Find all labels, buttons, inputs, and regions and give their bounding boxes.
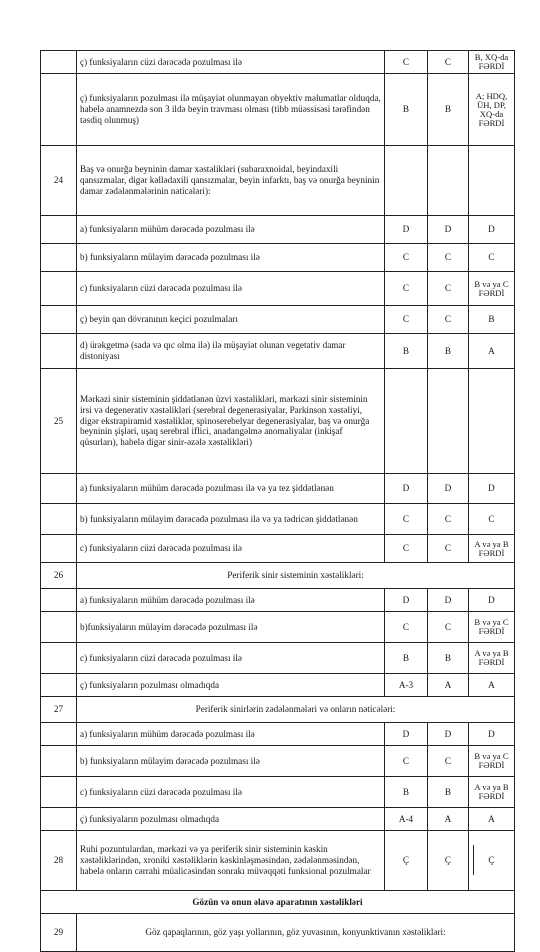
row-number <box>41 334 77 369</box>
condition-description: a) funksiyaların mühüm dərəcədə pozulması ilə <box>77 216 385 244</box>
category-c-line: C <box>488 252 495 263</box>
table-row <box>41 891 515 914</box>
condition-description: ç) funksiyaların pozulması ilə müşayiət olunmayan obyektiv məlumatlar olduqda, habelə anamnezdə son 3 ildə beyin travması olması (tibb müəssisəsi tərəfindən təsdiq olunmuş) <box>77 74 385 146</box>
table-row <box>41 369 515 474</box>
table-body <box>41 51 515 952</box>
category-a-cell: C <box>385 306 428 334</box>
condition-description: b)funksiyaların mülayim dərəcədə pozulması ilə <box>77 612 385 643</box>
category-a-cell: C <box>385 746 428 777</box>
row-number <box>41 474 77 504</box>
category-b-cell: C <box>428 51 469 74</box>
table-row <box>41 51 515 74</box>
category-a-cell: A-3 <box>385 674 428 697</box>
row-number <box>41 216 77 244</box>
category-a-cell: B <box>385 334 428 369</box>
category-c-cell <box>469 831 515 891</box>
condition-description: Ruhi pozuntulardan, mərkəzi və ya periferik sinir sisteminin kəskin xəstəliklərindən, xroniki xəstəliklərin kəskinləşməsindən, zədələnməsindən, habelə onların cərrahi müalicəsindən sonrakı müvəqqəti funksional pozulmalar <box>77 831 385 891</box>
row-number <box>41 674 77 697</box>
condition-description: ç) funksiyaların pozulması olmadıqda <box>77 674 385 697</box>
category-a-cell: D <box>385 723 428 746</box>
table-row <box>41 674 515 697</box>
category-c-cell <box>469 474 515 504</box>
disease-category-table <box>40 50 515 952</box>
category-a-cell <box>385 146 428 216</box>
category-a-cell: C <box>385 272 428 306</box>
category-c-cell <box>469 504 515 535</box>
category-c-cell <box>469 808 515 831</box>
category-b-cell: C <box>428 504 469 535</box>
category-c-line: FƏRDİ <box>478 760 505 771</box>
category-c-cell <box>469 51 515 74</box>
category-c-line: FƏRDİ <box>478 61 505 72</box>
category-b-cell: B <box>428 334 469 369</box>
category-c-line: B, XQ-da <box>474 52 509 62</box>
category-c-cell <box>469 272 515 306</box>
row-number: 28 <box>41 831 77 891</box>
table-row <box>41 746 515 777</box>
category-a-cell: D <box>385 589 428 612</box>
category-b-cell: B <box>428 74 469 146</box>
category-a-cell: C <box>385 504 428 535</box>
category-c-cell <box>469 612 515 643</box>
category-c-cell <box>469 535 515 563</box>
category-c-line: B və ya C <box>474 617 509 628</box>
table-row <box>41 306 515 334</box>
row-number <box>41 808 77 831</box>
category-c-line: XQ-da <box>479 108 504 119</box>
row-number <box>41 51 77 74</box>
table-row <box>41 74 515 146</box>
category-c-cell <box>469 216 515 244</box>
condition-description: c) funksiyaların cüzi dərəcədə pozulması ilə <box>77 643 385 674</box>
category-c-cell <box>469 306 515 334</box>
category-a-cell: C <box>385 244 428 272</box>
category-c-cell <box>469 244 515 272</box>
category-a-cell <box>385 369 428 474</box>
table-row <box>41 474 515 504</box>
group-heading: Göz qapaqlarının, göz yaşı yollarının, göz yuvasının, konyunktivanın xəstəlikləri: <box>77 914 515 952</box>
table-row <box>41 334 515 369</box>
condition-description: a) funksiyaların mühüm dərəcədə pozulması ilə <box>77 589 385 612</box>
row-number <box>41 746 77 777</box>
category-b-cell: A <box>428 674 469 697</box>
category-c-line: C <box>488 513 495 524</box>
category-c-cell <box>469 74 515 146</box>
category-a-cell: Ç <box>385 831 428 891</box>
category-a-cell: B <box>385 74 428 146</box>
row-number <box>41 244 77 272</box>
category-b-cell: D <box>428 474 469 504</box>
table-row <box>41 504 515 535</box>
table-row <box>41 643 515 674</box>
category-c-line: ÜH, DP, <box>477 99 506 110</box>
category-c-line: B <box>488 314 495 325</box>
row-number <box>41 723 77 746</box>
category-c-line: D <box>488 728 495 739</box>
category-b-cell: C <box>428 244 469 272</box>
category-a-cell: C <box>385 612 428 643</box>
group-heading: Periferik sinirlərin zədələnmələri və onların nəticələri: <box>77 697 515 723</box>
category-a-cell: B <box>385 643 428 674</box>
category-c-line: FƏRDİ <box>478 547 505 558</box>
category-c-line: D <box>488 224 495 235</box>
condition-description: ç) beyin qan dövranının keçici pozulmaları <box>77 306 385 334</box>
category-a-cell: B <box>385 777 428 808</box>
table-row <box>41 914 515 952</box>
condition-description: b) funksiyaların mülayim dərəcədə pozulması ilə <box>77 244 385 272</box>
category-c-line: D <box>488 483 495 494</box>
table-row <box>41 563 515 589</box>
category-c-line: FƏRDİ <box>478 117 505 128</box>
row-number: 27 <box>41 697 77 723</box>
category-b-cell: A <box>428 808 469 831</box>
group-heading: Periferik sinir sisteminin xəstəlikləri: <box>77 563 515 589</box>
row-number: 24 <box>41 146 77 216</box>
category-b-cell: C <box>428 746 469 777</box>
table-row <box>41 697 515 723</box>
category-a-cell: D <box>385 216 428 244</box>
category-b-cell: D <box>428 589 469 612</box>
table-row <box>41 535 515 563</box>
condition-description: Mərkəzi sinir sisteminin şiddətlənən üzvi xəstəlikləri, mərkəzi sinir sisteminin irsi və degenerativ xəstəlikləri (serebral degenerasiyalar, Parkinson xəstəliyi, digər ekstrapiramid xəstəliklər, spinoserebelyar degenerasiyalar, baş və onurğa beyninin şişləri, uşaq serebral iflici, anadangəlmə anomaliyalar (inkişaf qüsurları), habelə digər sinir-əzələ xəstəlikləri) <box>77 369 385 474</box>
condition-description: b) funksiyaların mülayim dərəcədə pozulması ilə <box>77 746 385 777</box>
category-c-cell <box>469 723 515 746</box>
row-number: 25 <box>41 369 77 474</box>
row-number <box>41 612 77 643</box>
condition-description: ç) funksiyaların cüzi dərəcədə pozulması ilə <box>77 51 385 74</box>
row-number <box>41 306 77 334</box>
category-c-line: A <box>488 813 495 824</box>
condition-description: d) ürəkgetmə (sadə və qıc olma ilə) ilə müşayiət olunan vegetativ damar distoniyası <box>77 334 385 369</box>
category-b-cell: B <box>428 777 469 808</box>
category-b-cell: C <box>428 272 469 306</box>
section-heading: Gözün və onun əlavə aparatının xəstəlikləri <box>41 891 515 914</box>
category-a-cell: C <box>385 51 428 74</box>
category-c-line: A <box>488 345 495 356</box>
row-number <box>41 535 77 563</box>
condition-description: c) funksiyaların cüzi dərəcədə pozulması ilə <box>77 535 385 563</box>
table-row <box>41 272 515 306</box>
table-row <box>41 831 515 891</box>
table-row <box>41 723 515 746</box>
category-c-cell <box>469 146 515 216</box>
category-a-cell: C <box>385 535 428 563</box>
table-row <box>41 216 515 244</box>
table-row <box>41 589 515 612</box>
category-c-line: FƏRDİ <box>478 791 505 802</box>
category-b-cell: C <box>428 306 469 334</box>
category-c-cell <box>469 674 515 697</box>
category-c-line: B və ya C <box>474 278 509 289</box>
row-number <box>41 643 77 674</box>
condition-description: a) funksiyaların mühüm dərəcədə pozulması ilə və ya tez şiddətlənən <box>77 474 385 504</box>
category-c-cell <box>469 746 515 777</box>
table-row <box>41 244 515 272</box>
condition-description: a) funksiyaların mühüm dərəcədə pozulması ilə <box>77 723 385 746</box>
row-number <box>41 504 77 535</box>
category-c-line: D <box>488 594 495 605</box>
category-c-line: A və ya B <box>474 782 509 793</box>
row-number <box>41 777 77 808</box>
category-c-line: A və ya B <box>474 648 509 659</box>
category-b-cell: D <box>428 723 469 746</box>
category-c-line: B və ya C <box>474 751 509 762</box>
category-b-cell <box>428 369 469 474</box>
category-c-line: A; HDQ, <box>475 90 508 101</box>
category-b-cell: D <box>428 216 469 244</box>
category-c-line: FƏRDİ <box>478 657 505 668</box>
category-c-line: FƏRDİ <box>478 626 505 637</box>
row-number: 26 <box>41 563 77 589</box>
condition-description: c) funksiyaların cüzi dərəcədə pozulması ilə <box>77 272 385 306</box>
category-c-cell <box>469 369 515 474</box>
condition-description: b) funksiyaların mülayim dərəcədə pozulması ilə və ya tədricən şiddətlənən <box>77 504 385 535</box>
category-b-cell: C <box>428 612 469 643</box>
category-c-line: FƏRDİ <box>478 287 505 298</box>
condition-description: c) funksiyaların cüzi dərəcədə pozulması ilə <box>77 777 385 808</box>
category-c-cell <box>469 334 515 369</box>
row-number: 29 <box>41 914 77 952</box>
row-number <box>41 74 77 146</box>
row-number <box>41 272 77 306</box>
row-number <box>41 589 77 612</box>
condition-description: Baş və onurğa beyninin damar xəstəlikləri (subaraxnoidal, beyindaxili qansızmalar, digər kəllədaxili qansızmalar, beyin infarktı, baş və onurğa beyninin damar zədələnmələrinin nəticələri): <box>77 146 385 216</box>
category-b-cell: C <box>428 535 469 563</box>
table-row <box>41 612 515 643</box>
category-b-cell: Ç <box>428 831 469 891</box>
category-c-line: Ç <box>488 855 495 866</box>
table-row <box>41 146 515 216</box>
category-a-cell: D <box>385 474 428 504</box>
category-b-cell: B <box>428 643 469 674</box>
condition-description: ç) funksiyaların pozulması olmadıqda <box>77 808 385 831</box>
table-row <box>41 777 515 808</box>
category-c-line: A və ya B <box>474 538 509 549</box>
table-continuation-line <box>473 845 474 875</box>
category-a-cell: A-4 <box>385 808 428 831</box>
category-c-cell <box>469 777 515 808</box>
category-c-cell <box>469 643 515 674</box>
category-c-cell <box>469 589 515 612</box>
category-b-cell <box>428 146 469 216</box>
table-row <box>41 808 515 831</box>
category-c-line: A <box>488 679 495 690</box>
